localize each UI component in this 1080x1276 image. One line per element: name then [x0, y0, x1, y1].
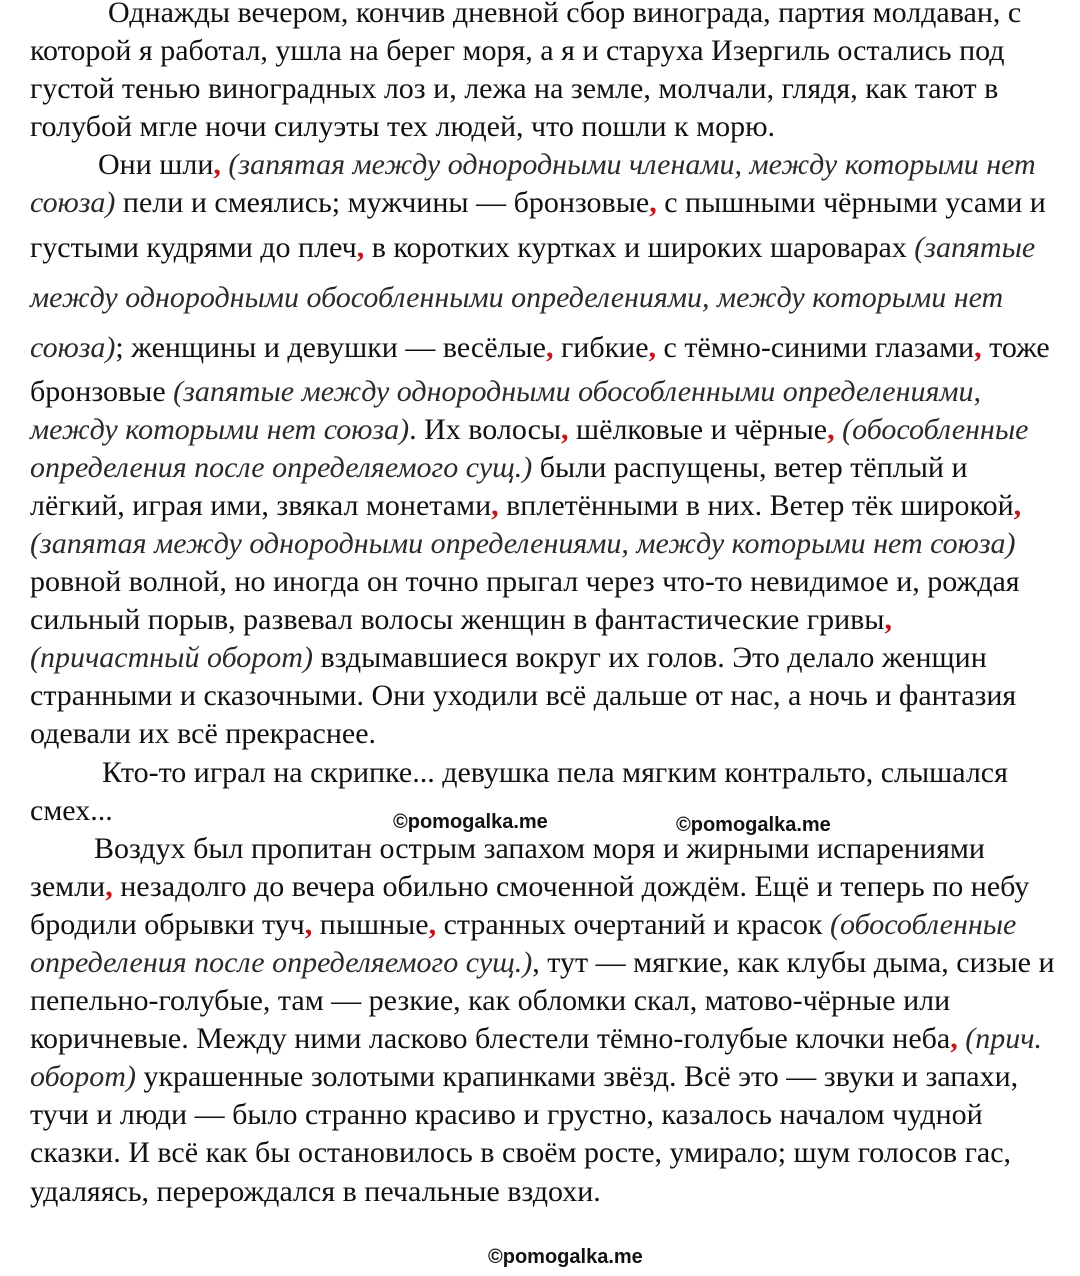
highlighted-comma: ,: [974, 330, 982, 364]
paragraph-3-text: Кто-то играл на скрипке... девушка пела мягким контральто, слышался смех...: [30, 755, 1008, 827]
document-body: [30, 0, 1060, 1211]
paragraph-1: [30, 0, 1060, 146]
highlighted-comma: ,: [428, 907, 437, 941]
text-segment: незадолго до вечера обильно смоченной дождём. Ещё и теперь по небу бродили обрывки туч: [30, 869, 1030, 941]
text-segment: украшенные золотыми крапинками звёзд. Всё это — звуки и запахи, тучи и люди — было странно красиво и грустно, казалось началом чудной сказки. И всё как бы остановилось в своём росте, умирало; шум голосов гас, удаляясь, перерождался в печальные вздохи.: [30, 1060, 1019, 1208]
highlighted-comma: ,: [649, 186, 657, 220]
highlighted-comma: ,: [545, 330, 554, 364]
text-segment: с пышными чёрными усами и густыми кудрями до плеч: [30, 186, 1046, 264]
highlighted-comma: ,: [1013, 488, 1022, 522]
paragraph-1-text: Однажды вечером, кончив дневной сбор винограда, партия молдаван, с которой я работал, ушла на берег моря, а я и старуха Изергиль остались под густой тенью виноградных лоз и, лежа на земле, молчали, глядя, как тают в голубой мгле ночи силуэты тех людей, что пошли к морю.: [30, 0, 1022, 144]
highlighted-comma: ,: [561, 412, 569, 446]
text-segment: с тёмно-синими глазами: [656, 330, 975, 364]
text-segment: ; женщины и девушки — весёлые: [115, 330, 546, 364]
text-segment: вплетёнными в них. Ветер тёк широкой: [498, 488, 1014, 522]
highlighted-comma: ,: [827, 412, 835, 446]
grammar-annotation: (запятые между однородными обособленными определениями, между которыми нет союза): [30, 374, 982, 446]
text-segment: странных очертаний и красок: [436, 907, 831, 941]
grammar-annotation: (запятые между однородными обособленными определениями, между которыми нет союза): [30, 230, 1036, 364]
highlighted-comma: ,: [491, 488, 499, 522]
highlighted-comma: ,: [213, 148, 221, 182]
text-segment: пышные: [312, 907, 429, 941]
text-segment: Они шли: [98, 148, 214, 182]
grammar-annotation: (прич. оборот): [30, 1022, 1043, 1094]
watermark: ©pomogalka.me: [676, 814, 831, 836]
highlighted-comma: ,: [304, 907, 313, 941]
highlighted-comma: ,: [950, 1022, 958, 1056]
grammar-annotation: (обособленные определения после определяемого сущ.): [30, 412, 1029, 484]
text-segment: в коротких куртках и широких шароварах: [364, 230, 915, 264]
grammar-annotation: (обособленные определения после определяемого сущ.): [30, 907, 1017, 979]
watermark: ©pomogalka.me: [488, 1246, 643, 1268]
paragraph-4: [30, 830, 1060, 1211]
text-segment: вздымавшиеся вокруг их голов. Это делало женщин странными и сказочными. Они уходили всё дальше от нас, а ночь и фантазия одевали их всё прекраснее.: [30, 641, 1017, 751]
text-segment: тоже бронзовые: [30, 330, 1050, 408]
text-segment: . Их волосы: [409, 412, 562, 446]
grammar-annotation: (причастный оборот): [30, 641, 313, 675]
highlighted-comma: ,: [105, 869, 113, 903]
watermark: ©pomogalka.me: [393, 811, 548, 833]
grammar-annotation: (запятая между однородными определениями, между которыми нет союза): [30, 526, 1016, 560]
highlighted-comma: ,: [356, 230, 365, 264]
grammar-annotation: (запятая между однородными членами, между которыми нет союза): [30, 148, 1036, 220]
text-segment: гибкие: [553, 330, 649, 364]
text-segment: шёлковые и чёрные: [568, 412, 828, 446]
text-segment: ровной волной, но иногда он точно прыгал через что-то невидимое и, рождая сильный порыв, развевал волосы женщин в фантастические гривы: [30, 565, 1020, 637]
text-segment: , тут — мягкие, как клубы дыма, сизые и пепельно-голубые, там — резкие, как обломки скал, матово-чёрные или коричневые. Между ними ласково блестели тёмно-голубые клочки неба: [30, 945, 1055, 1056]
text-segment: были распущены, ветер тёплый и лёгкий, играя ими, звякал монетами: [30, 450, 968, 522]
text-segment: Воздух был пропитан острым запахом моря и жирными испарениями земли: [30, 831, 985, 903]
paragraph-2: [30, 146, 1060, 753]
text-segment: пели и смеялись; мужчины — бронзовые: [115, 186, 650, 220]
highlighted-comma: ,: [884, 603, 892, 637]
highlighted-comma: ,: [648, 330, 657, 364]
